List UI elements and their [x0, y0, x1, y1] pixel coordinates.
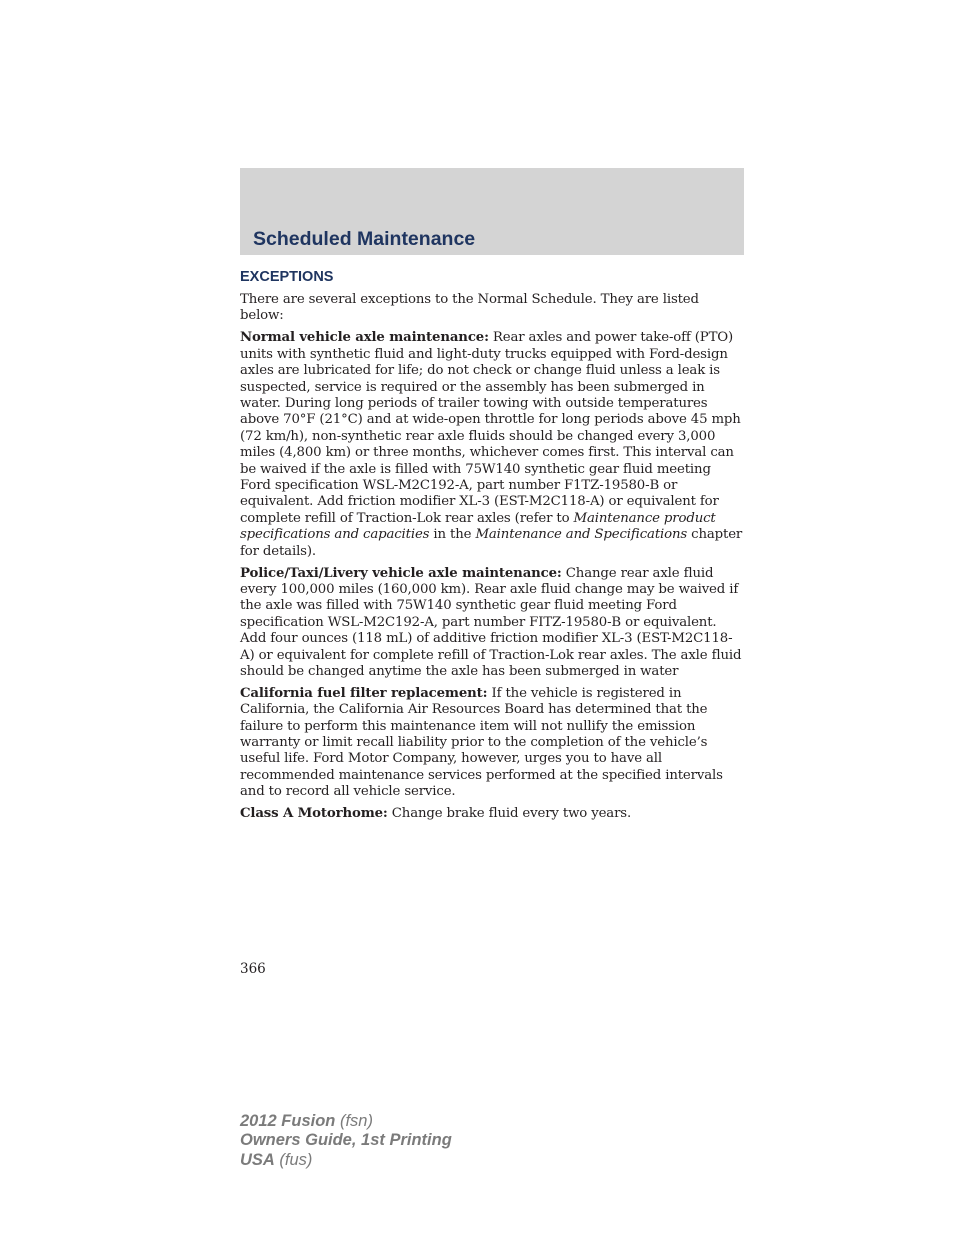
- police-axle-label: Police/Taxi/Livery vehicle axle maintenance:: [240, 565, 562, 581]
- footer-market-line: [240, 1151, 452, 1170]
- motorhome-label: Class A Motorhome:: [240, 806, 388, 822]
- fuel-filter-label: California fuel filter replacement:: [240, 685, 488, 701]
- footer-market-code: (fus): [274, 1150, 313, 1169]
- capacities-reference: Maintenance product specifications and capacities: [240, 510, 716, 543]
- motorhome-text: Change brake fluid every two years.: [387, 806, 632, 822]
- normal-axle-text-2: in the: [429, 527, 476, 543]
- motorhome-paragraph: [240, 806, 744, 822]
- footer-model: 2012 Fusion: [240, 1112, 336, 1130]
- page-number: 366: [240, 961, 266, 977]
- section-title: Scheduled Maintenance: [253, 228, 476, 250]
- footer-info: [240, 1112, 452, 1170]
- footer-market: USA: [240, 1150, 275, 1169]
- police-axle-paragraph: [240, 566, 744, 681]
- footer-printing: Owners Guide, 1st Printing: [240, 1131, 452, 1150]
- normal-axle-label: Normal vehicle axle maintenance:: [240, 330, 489, 346]
- main-content: [240, 267, 744, 828]
- chapter-reference: Maintenance and Specifications: [475, 527, 688, 543]
- police-axle-text: Change rear axle fluid every 100,000 miles (160,000 km). Rear axle fluid change may be waived if the axle was filled with 75W140 synthetic gear fluid meeting Ford specification WSL-M2C192-A, part number FITZ-19580-B or equivalent. Add four ounces (118 mL) of additive friction modifier XL-3 (EST-M2C118-A) or equivalent for complete refill of Traction-Lok rear axles. The axle fluid should be changed anytime the axle has been submerged in water: [240, 565, 742, 679]
- section-header-band: [240, 168, 744, 255]
- normal-axle-text-3: chapter for details).: [240, 527, 743, 559]
- footer-model-line: [240, 1112, 452, 1131]
- normal-axle-paragraph: [240, 330, 744, 560]
- exceptions-heading: EXCEPTIONS: [240, 269, 334, 285]
- fuel-filter-text: If the vehicle is registered in California, the California Air Resources Board has determined that the failure to perform this maintenance item will not nullify the emission warranty or limit recall liability prior to the completion of the vehicle’s useful life. Ford Motor Company, however, urges you to have all recommended maintenance services performed at the specified intervals and to record all vehicle service.: [240, 685, 723, 800]
- fuel-filter-paragraph: [240, 686, 744, 801]
- footer-model-code: (fsn): [335, 1112, 373, 1130]
- normal-axle-text-1: Rear axles and power take-off (PTO) units with synthetic fluid and light-duty trucks equipped with Ford-design axles are lubricated for life; do not check or change fluid unless a leak is suspected, service is required or the assembly has been submerged in water. During long periods of trailer towing with outside temperatures above 70°F (21°C) and at wide-open throttle for long periods above 45 mph (72 km/h), non-synthetic rear axle fluids should be changed every 3,000 miles (4,800 km) or three months, whichever comes first. This interval can be waived if the axle is filled with 75W140 synthetic gear fluid meeting Ford specification WSL-M2C192-A, part number F1TZ-19580-B or equivalent. Add friction modifier XL-3 (EST-M2C118-A) or equivalent for complete refill of Traction-Lok rear axles (refer to: [240, 330, 741, 526]
- intro-paragraph: There are several exceptions to the Normal Schedule. They are listed below:: [240, 292, 699, 324]
